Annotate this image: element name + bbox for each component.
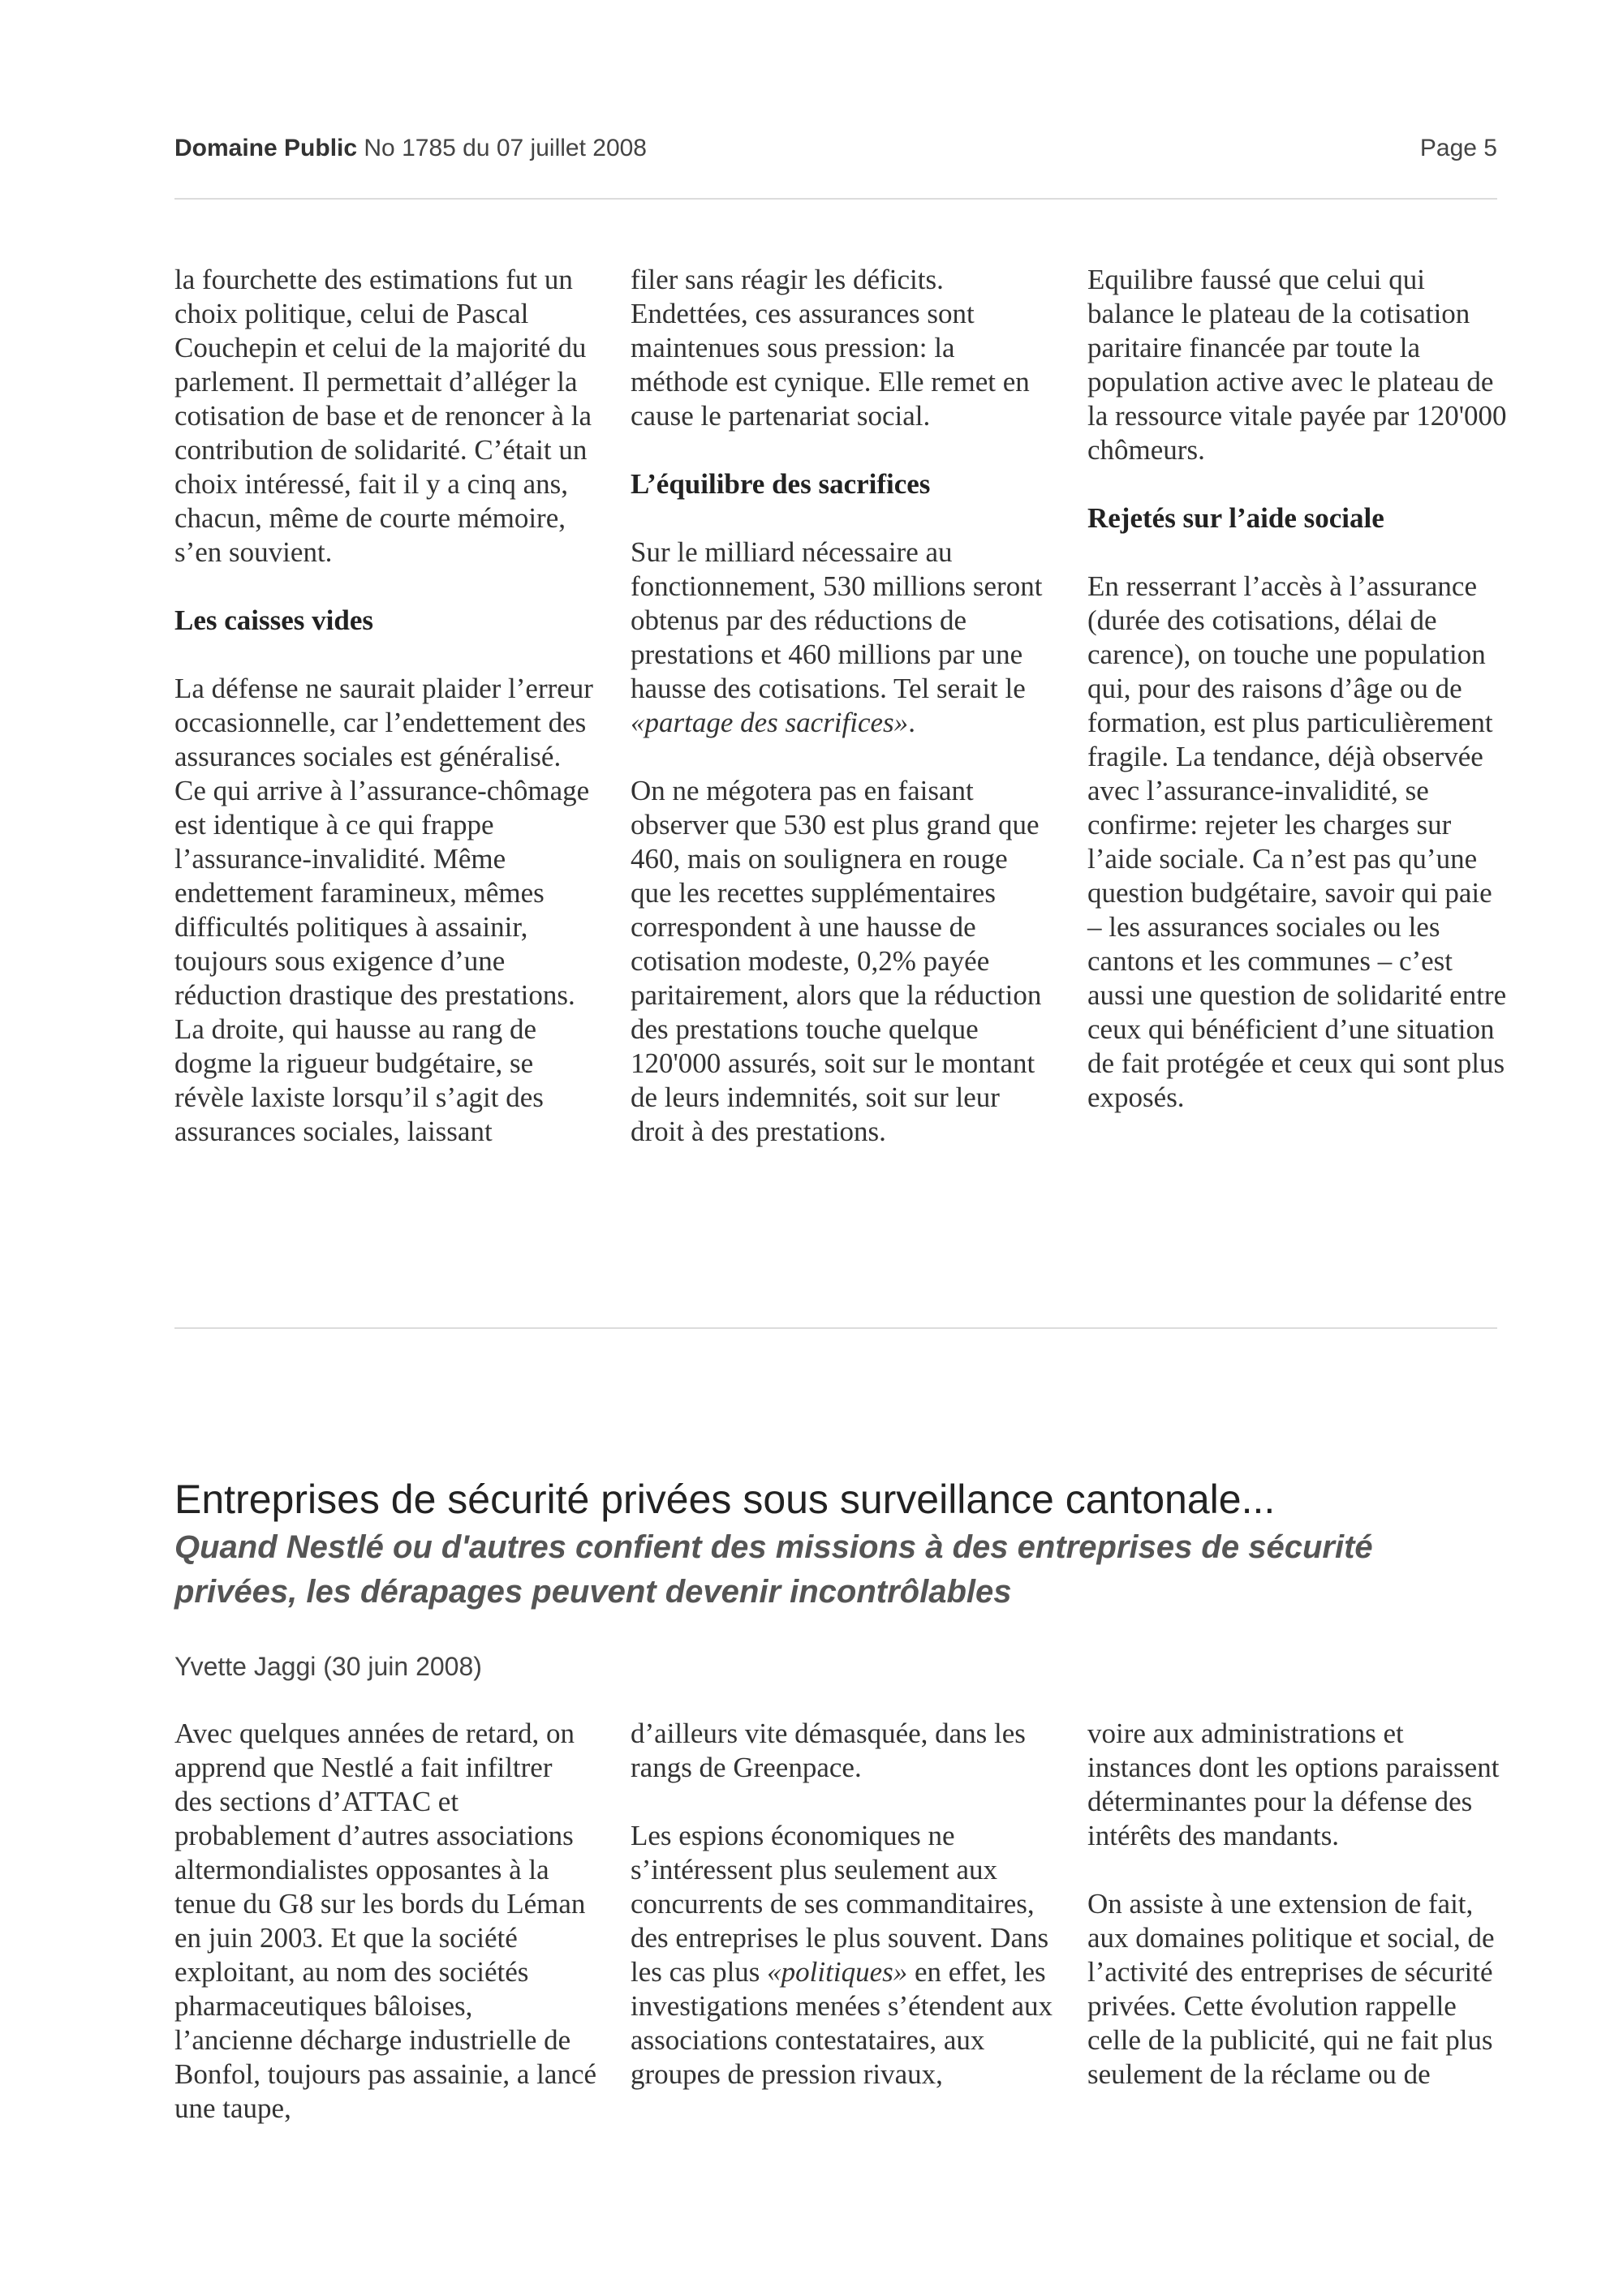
paragraph: Equilibre faussé que celui qui balance le plateau de la cotisation paritaire financée par toute la population active avec le plateau de la ressource vitale payée par 120'000 chômeurs. (1087, 264, 1507, 466)
paragraph: d’ailleurs vite démasquée, dans les rangs de Greenpace. (631, 1718, 1026, 1783)
header-divider (174, 198, 1497, 200)
article-subtitle: Quand Nestlé ou d'autres confient des missions à des entreprises de sécurité privées, les dérapages peuvent devenir incontrôlables (174, 1529, 1373, 1610)
publication-name: Domaine Public (174, 135, 358, 161)
paragraph-end: en effet, les investigations menées s’étendent aux associations contestataires, aux groupes de pression rivaux, (631, 1956, 1053, 2090)
article-byline: Yvette Jaggi (30 juin 2008) (174, 1652, 482, 1681)
paragraph-text: Sur le milliard nécessaire au fonctionnement, 530 millions seront obtenus par des réductions de prestations et 460 millions par une hausse des cotisations. Tel serait le (631, 536, 1043, 704)
quote: «politiques» (767, 1956, 908, 1988)
paragraph: On ne mégotera pas en faisant observer que 530 est plus grand que 460, mais on soulignera en rouge que les recettes supplémentaires correspondent à une hausse de cotisation modeste, 0,2% payée paritairement, alors que la réduction des prestations touche quelque 120'000 assurés, soit sur le montant de leurs indemnités, soit sur leur droit à des prestations. (631, 775, 1042, 1147)
article1-column-3 (1087, 263, 1509, 1115)
page-number: Page 5 (1419, 135, 1497, 161)
article2-column-3 (1087, 1717, 1509, 2092)
article1-column-1 (174, 263, 596, 1149)
paragraph: On assiste à une extension de fait, aux domaines politique et social, de l’activité des entreprises de sécurité privées. Cette évolution rappelle celle de la publicité, qui ne fait plus seulement de la réclame ou de (1087, 1888, 1495, 2090)
paragraph (631, 1819, 1053, 2092)
section-heading: L’équilibre des sacrifices (631, 468, 931, 500)
section-heading: Les caisses vides (174, 604, 373, 636)
paragraph: Avec quelques années de retard, on apprend que Nestlé a fait infiltrer des sections d’ATTAC et probablement d’autres associations altermondialistes opposantes à la tenue du G8 sur les bords du Léman en juin 2003. Et que la société exploitant, au nom des sociétés pharmaceutiques bâloises, l’ancienne décharge industrielle de Bonfol, toujours pas assainie, a lancé une taupe, (174, 1718, 597, 2124)
paragraph-text: Les espions économiques ne s’intéressent plus seulement aux concurrents de ses commanditaires, des entreprises le plus souvent. Dans les cas plus (631, 1820, 1049, 1988)
paragraph-end: . (908, 707, 915, 738)
page-header (174, 135, 1497, 162)
article2-column-1 (174, 1717, 596, 2126)
paragraph: En resserrant l’accès à l’assurance (durée des cotisations, délai de carence), on touche une population qui, pour des raisons d’âge ou de formation, est plus particulièrement fragile. La tendance, déjà observée avec l’assurance-invalidité, se confirme: rejeter les charges sur l’aide sociale. Ca n’est pas qu’une question budgétaire, savoir qui paie – les assurances sociales ou les cantons et les communes – c’est aussi une question de solidarité entre ceux qui bénéficient d’une situation de fait protégée et ceux qui sont plus exposés. (1087, 570, 1507, 1113)
paragraph: La défense ne saurait plaider l’erreur occasionnelle, car l’endettement des assurances sociales est généralisé. Ce qui arrive à l’assurance-chômage est identique à ce qui frappe l’assurance-invalidité. Même endettement faramineux, mêmes difficultés politiques à assainir, toujours sous exigence d’une réduction drastique des prestations. La droite, qui hausse au rang de dogme la rigueur budgétaire, se révèle laxiste lorsqu’il s’agit des assurances sociales, laissant (174, 673, 593, 1147)
article1-column-2 (631, 263, 1053, 1149)
paragraph: la fourchette des estimations fut un choix politique, celui de Pascal Couchepin et celui de la majorité du parlement. Il permettait d’alléger la cotisation de base et de renoncer à la contribution de solidarité. C’était un choix intéressé, fait il y a cinq ans, chacun, même de courte mémoire, s’en souvient. (174, 264, 592, 568)
paragraph (631, 535, 1053, 740)
quote: «partage des sacrifices» (631, 707, 909, 738)
paragraph: voire aux administrations et instances dont les options paraissent déterminantes pour la défense des intérêts des mandants. (1087, 1718, 1500, 1851)
article-divider (174, 1327, 1497, 1329)
issue-info: No 1785 du 07 juillet 2008 (364, 135, 647, 161)
section-heading: Rejetés sur l’aide sociale (1087, 502, 1384, 534)
article-title: Entreprises de sécurité privées sous surveillance cantonale... (174, 1477, 1276, 1522)
paragraph: filer sans réagir les déficits. Endettées, ces assurances sont maintenues sous pression: la méthode est cynique. Elle remet en cause le partenariat social. (631, 264, 1030, 432)
article2-column-2 (631, 1717, 1053, 2092)
